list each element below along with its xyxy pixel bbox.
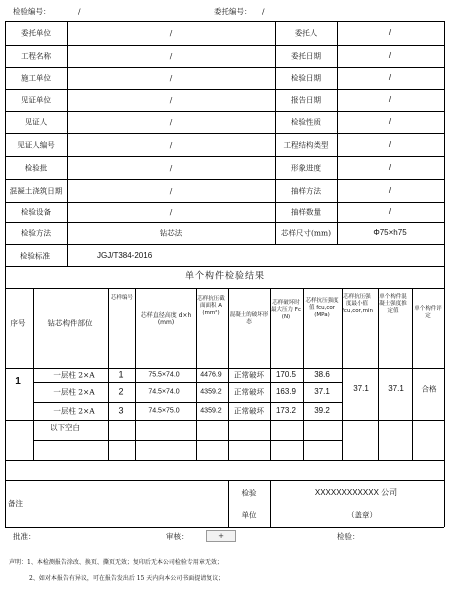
result-size-2: 74.5×75.0 xyxy=(148,407,180,415)
info-value-7-right: / xyxy=(388,185,392,195)
info-hline-5 xyxy=(5,133,444,134)
blank-vline-7 xyxy=(342,440,343,460)
info-label-0-left: 委托单位 xyxy=(21,28,51,38)
blank-vline-6 xyxy=(303,440,304,460)
entrust-number-label: 委托编号： xyxy=(214,7,252,16)
result-failure-0: 正常破坏 xyxy=(234,370,264,380)
review-label: 审核： xyxy=(166,532,189,541)
result-strength-1: 37.1 xyxy=(314,387,330,396)
blank-vline-5 xyxy=(270,440,271,460)
info-vline-3 xyxy=(337,21,338,244)
info-value-3-left: / xyxy=(169,95,173,105)
results-vline-0 xyxy=(33,288,34,440)
col-header-min: 芯样抗压强度最小值 fcu,cor,min xyxy=(342,294,373,314)
info-hline-8 xyxy=(5,202,444,203)
info-label-4-right: 检验性质 xyxy=(291,117,321,127)
standard-label: 检验标准 xyxy=(20,251,50,261)
info-value-8-right: / xyxy=(388,207,392,216)
info-label-2-left: 施工单位 xyxy=(21,73,51,83)
info-vline-2 xyxy=(275,21,276,244)
results-vline-7 xyxy=(342,288,343,440)
col-header-size: 芯样直径高度 d×h (mm) xyxy=(140,312,192,327)
report-number-value: / xyxy=(78,7,81,16)
info-value-1-left: / xyxy=(169,51,173,61)
result-core-no-0: 1 xyxy=(118,369,124,380)
results-row-3-bottom xyxy=(5,420,444,421)
blank-vline-9 xyxy=(412,440,413,460)
remarks-label: 备注 xyxy=(8,499,23,508)
info-label-1-left: 工程名称 xyxy=(21,51,51,61)
results-header-bottom xyxy=(5,368,444,369)
info-label-1-right: 委托日期 xyxy=(291,51,321,61)
report-number-label: 检验编号： xyxy=(13,7,51,16)
results-row-2-bottom xyxy=(33,402,342,403)
info-value-6-right: / xyxy=(388,162,392,172)
blank-vline-0 xyxy=(33,440,34,460)
result-area-2: 4359.2 xyxy=(200,407,222,415)
info-label-3-right: 报告日期 xyxy=(291,95,321,105)
info-hline-3 xyxy=(5,89,444,90)
info-label-3-left: 见证单位 xyxy=(21,95,51,105)
company-name: XXXXXXXXXXXX 公司 xyxy=(314,488,398,497)
info-value-5-right: / xyxy=(388,139,392,149)
result-size-1: 74.5×74.0 xyxy=(148,388,180,396)
seal-note: （盖章） xyxy=(347,510,377,520)
result-core-no-2: 3 xyxy=(118,405,124,416)
info-label-4-left: 见证人 xyxy=(24,117,48,127)
info-label-5-left: 见证人编号 xyxy=(17,139,55,149)
results-title: 单个构件检验结果 xyxy=(184,271,266,282)
inspection-unit-label-1: 检验 xyxy=(241,488,257,498)
result-strength-2: 39.2 xyxy=(314,406,330,415)
results-vline-4 xyxy=(228,288,229,440)
inspect-label: 检验： xyxy=(337,532,360,541)
info-label-5-right: 工程结构类型 xyxy=(283,140,329,149)
info-label-0-right: 委托人 xyxy=(294,28,318,38)
col-header-member-est: 单个构件混凝土强度推定值 xyxy=(379,294,407,314)
info-hline-4 xyxy=(5,111,444,112)
info-label-6-right: 形象进度 xyxy=(291,162,321,172)
col-header-seq: 序号 xyxy=(10,318,26,328)
entrust-number-value: / xyxy=(262,7,265,16)
footer-note-2: 2、如对本报告有异议，可在报告发出后 15 天内向本公司书面提请复议； xyxy=(29,575,225,582)
info-label-2-right: 检验日期 xyxy=(291,73,321,83)
info-hline-1 xyxy=(5,45,444,46)
remarks-bottom xyxy=(5,527,444,528)
result-load-1: 163.9 xyxy=(275,387,297,396)
info-hline-10 xyxy=(5,244,444,245)
info-label-7-left: 混凝土浇筑日期 xyxy=(9,186,63,195)
footer-note-1: 声明：1、本检测报告涂改、换页、撕页无效；复印后无本公司检验专用章无效； xyxy=(9,559,223,566)
result-failure-2: 正常破坏 xyxy=(234,406,264,416)
col-header-member: 钻芯构件部位 xyxy=(47,318,93,328)
info-value-5-left: / xyxy=(169,139,173,149)
result-load-2: 173.2 xyxy=(275,406,297,415)
std-vline xyxy=(67,244,68,266)
info-label-6-left: 检验批 xyxy=(24,162,48,172)
result-member-1: 一层柱 2×A xyxy=(53,387,95,397)
results-vline-3 xyxy=(196,288,197,440)
info-value-9-left: 钻芯法 xyxy=(159,228,183,238)
min-value: 37.1 xyxy=(353,384,369,393)
col-header-area: 芯样抗压截面面积 A (mm²) xyxy=(197,296,225,316)
info-value-3-right: / xyxy=(388,95,392,104)
col-header-failure: 混凝土的破坏形态 xyxy=(229,312,269,325)
remarks-vline-2 xyxy=(270,480,271,527)
blank-vline-1 xyxy=(108,440,109,460)
group-seq: 1 xyxy=(15,376,21,387)
blank-vline-8 xyxy=(378,440,379,460)
col-header-strength: 芯样抗压强度值 fcu,cor (MPa) xyxy=(305,298,339,318)
info-label-8-left: 检验设备 xyxy=(21,207,51,217)
results-vline-2 xyxy=(135,288,136,440)
results-vline-5 xyxy=(270,288,271,440)
info-label-7-right: 抽样方法 xyxy=(291,185,321,195)
outer-right-border xyxy=(444,21,445,527)
blank-vline-4 xyxy=(228,440,229,460)
result-area-0: 4476.9 xyxy=(200,371,222,379)
info-value-9-right: Φ75×h75 xyxy=(373,228,407,237)
info-value-0-right: / xyxy=(388,28,392,37)
info-value-2-left: / xyxy=(169,73,173,83)
info-hline-11 xyxy=(5,266,444,267)
results-vline-6 xyxy=(303,288,304,440)
results-row-1-bottom xyxy=(33,382,342,383)
info-hline-9 xyxy=(5,222,444,223)
result-strength-0: 38.6 xyxy=(314,370,330,379)
info-hline-0 xyxy=(5,21,444,22)
remarks-top xyxy=(5,480,444,481)
blank-vline-3 xyxy=(196,440,197,460)
inspection-unit-label-2: 单位 xyxy=(241,510,257,520)
info-hline-6 xyxy=(5,156,444,157)
results-vline-9 xyxy=(412,288,413,440)
result-core-no-1: 2 xyxy=(118,386,124,397)
info-hline-7 xyxy=(5,179,444,180)
est-value: 37.1 xyxy=(388,384,404,393)
results-vline-8 xyxy=(378,288,379,440)
info-value-1-right: / xyxy=(388,51,392,60)
standard-value: JGJ/T384-2016 xyxy=(97,251,153,260)
info-label-8-right: 抽样数量 xyxy=(291,207,321,217)
result-failure-1: 正常破坏 xyxy=(234,387,264,397)
info-value-8-left: / xyxy=(169,207,173,217)
conclusion-value: 合格 xyxy=(421,384,437,394)
info-value-4-right: / xyxy=(388,117,392,126)
blank-vline-2 xyxy=(135,440,136,460)
result-size-0: 75.5×74.0 xyxy=(148,371,180,379)
info-label-9-right: 芯样尺寸(mm) xyxy=(280,228,332,238)
info-value-4-left: / xyxy=(169,117,173,127)
result-area-1: 4359.2 xyxy=(200,388,222,396)
review-add-button[interactable]: + xyxy=(206,530,236,542)
result-member-0: 一层柱 2×A xyxy=(53,370,95,380)
result-member-2: 一层柱 2×A xyxy=(53,406,95,416)
col-header-core-no: 芯样编号 xyxy=(110,295,133,301)
info-label-9-left: 检验方法 xyxy=(21,228,51,238)
info-value-7-left: / xyxy=(169,185,173,195)
outer-left-border xyxy=(5,21,6,527)
col-header-conclusion: 单个构件评定 xyxy=(414,306,442,319)
blank-row-2-bottom xyxy=(5,460,444,461)
blank-note: 以下空白 xyxy=(50,423,80,432)
results-vline-1 xyxy=(108,288,109,440)
blank-row-1-bottom xyxy=(33,440,342,441)
info-value-0-left: / xyxy=(169,28,173,38)
remarks-vline-1 xyxy=(228,480,229,527)
result-load-0: 170.5 xyxy=(275,370,297,379)
col-header-load: 芯样破坏时最大压力 Fc (N) xyxy=(271,300,301,320)
info-value-6-left: / xyxy=(169,162,173,172)
info-vline-1 xyxy=(67,21,68,244)
info-value-2-right: / xyxy=(388,73,392,82)
approve-label: 批准： xyxy=(13,532,36,541)
info-hline-2 xyxy=(5,67,444,68)
